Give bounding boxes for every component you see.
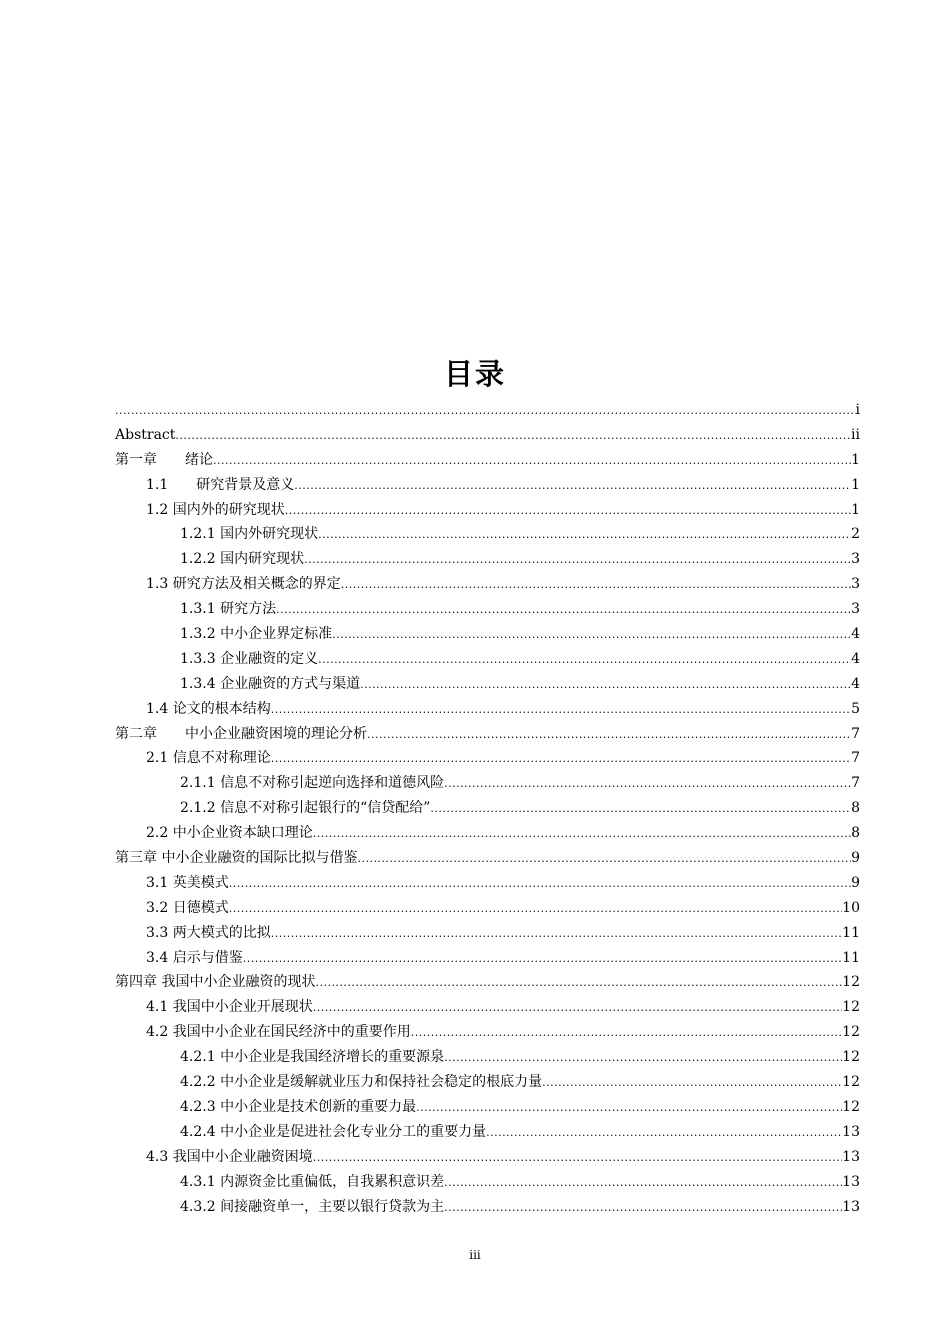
toc-entry-title: 第三章 中小企业融资的国际比拟与借鉴 [115,850,358,867]
toc-entry-page: 2 [851,526,860,543]
toc-entry-page: 1 [851,501,860,518]
toc-entry-page: 4 [851,626,860,643]
toc-entry-page: 13 [842,1173,860,1190]
toc-dot-leader [115,399,856,424]
toc-entry[interactable] [115,821,860,846]
toc-entry[interactable] [115,1020,860,1045]
toc-entry[interactable] [115,871,860,896]
toc-entry[interactable] [115,746,860,771]
toc-entry[interactable] [115,697,860,722]
toc-entry[interactable] [115,522,860,547]
toc-entry[interactable] [115,423,860,448]
toc-entry-page: 12 [842,1074,860,1091]
toc-dot-leader [315,971,842,996]
toc-entry-page: 4 [851,650,860,667]
toc-entry[interactable] [115,448,860,473]
toc-entry[interactable] [115,647,860,672]
toc-entry-title: 第一章 绪论 [115,451,213,468]
toc-entry-title: Abstract [115,426,176,443]
toc-dot-leader [285,499,851,524]
toc-entry-page: 4 [851,675,860,692]
toc-entry-page: 11 [842,924,860,941]
toc-entry-page: 5 [851,700,860,717]
toc-entry-title: 1.2.1 国内外研究现状 [180,526,319,543]
toc-entry-page: ii [851,426,860,443]
toc-dot-leader [542,1071,842,1096]
toc-entry-page: 13 [842,1198,860,1215]
toc-entry-title: 1.2.2 国内研究现状 [180,551,305,568]
toc-entry[interactable] [115,672,860,697]
table-of-contents [115,398,860,1219]
toc-entry-page: 13 [842,1148,860,1165]
toc-entry-page: 8 [851,800,860,817]
toc-entry-title: 4.3.2 间接融资单一，主要以银行贷款为主 [180,1198,445,1215]
toc-dot-leader [444,1046,842,1071]
toc-entry[interactable] [115,547,860,572]
toc-dot-leader [411,1021,842,1046]
toc-dot-leader [213,449,851,474]
toc-entry-title: 4.2.4 中小企业是促进社会化专业分工的重要力量 [180,1123,487,1140]
toc-entry-title: 1.2 国内外的研究现状 [146,501,285,518]
toc-entry[interactable] [115,622,860,647]
toc-entry-title: 1.3.2 中小企业界定标准 [180,626,333,643]
toc-entry-title: 1.3.1 研究方法 [180,601,277,618]
toc-entry-page: 12 [842,1049,860,1066]
toc-entry[interactable] [115,498,860,523]
toc-entry-title: 4.2.1 中小企业是我国经济增长的重要源泉 [180,1049,445,1066]
toc-dot-leader [229,897,842,922]
toc-entry-page: 13 [842,1123,860,1140]
toc-entry-title: 4.2.3 中小企业是技术创新的重要力最 [180,1098,417,1115]
toc-entry[interactable] [115,1195,860,1220]
toc-entry[interactable] [115,1170,860,1195]
toc-entry[interactable] [115,896,860,921]
toc-dot-leader [416,1096,842,1121]
toc-entry-page: i [855,402,860,418]
toc-entry-title: 3.3 两大模式的比拟 [146,924,271,941]
toc-entry[interactable] [115,722,860,747]
toc-entry[interactable] [115,970,860,995]
toc-entry-title: 4.1 我国中小企业开展现状 [146,999,313,1016]
toc-dot-leader [318,648,851,673]
toc-entry-page: 3 [851,551,860,568]
toc-dot-leader [271,922,842,947]
toc-entry-page: 1 [851,476,860,493]
toc-entry[interactable] [115,921,860,946]
toc-entry-page: 1 [851,451,860,468]
toc-dot-leader [430,797,851,822]
toc-entry[interactable] [115,846,860,871]
toc-entry-page: 12 [842,1098,860,1115]
toc-dot-leader [229,872,851,897]
toc-dot-leader [486,1121,842,1146]
toc-entry-title: 1.3.3 企业融资的定义 [180,650,319,667]
toc-title: 目录 [443,357,506,391]
toc-entry-title: 2.1 信息不对称理论 [146,750,271,767]
toc-dot-leader [276,598,851,623]
toc-entry-page: 7 [851,750,860,767]
toc-entry-title: 1.3.4 企业融资的方式与渠道 [180,675,361,692]
toc-dot-leader [332,623,851,648]
toc-dot-leader [444,1171,842,1196]
toc-dot-leader [304,548,851,573]
toc-dot-leader [444,772,851,797]
toc-entry-page: 12 [842,974,860,991]
toc-dot-leader [243,947,842,972]
toc-entry-page: 11 [842,949,860,966]
toc-dot-leader [318,523,851,548]
toc-entry-title: 1.3 研究方法及相关概念的界定 [146,576,341,593]
toc-entry-title: 3.1 英美模式 [146,874,229,891]
toc-dot-leader [313,1146,842,1171]
toc-entry-page: 7 [851,725,860,742]
toc-entry[interactable] [115,1120,860,1145]
toc-entry-title: 2.2 中小企业资本缺口理论 [146,825,313,842]
toc-entry-page: 9 [851,850,860,867]
toc-entry[interactable] [115,995,860,1020]
page-number: iii [469,1248,481,1262]
toc-dot-leader [360,673,851,698]
toc-entry-page: 12 [842,1024,860,1041]
toc-dot-leader [271,698,851,723]
toc-entry-page: 8 [851,825,860,842]
toc-entry-page: 7 [851,775,860,792]
toc-dot-leader [444,1196,842,1221]
toc-dot-leader [271,747,851,772]
toc-entry[interactable] [115,771,860,796]
toc-entry-page: 3 [851,576,860,593]
toc-entry-title: 1.4 论文的根本结构 [146,700,271,717]
toc-entry[interactable] [115,1095,860,1120]
toc-entry-title: 3.4 启示与借鉴 [146,949,243,966]
toc-entry[interactable] [115,796,860,821]
toc-entry-title: 第四章 我国中小企业融资的现状 [115,974,316,991]
toc-dot-leader [175,424,851,449]
toc-dot-leader [294,474,851,499]
toc-entry-title: 2.1.1 信息不对称引起逆向选择和道德风险 [180,775,445,792]
toc-entry[interactable] [115,398,860,423]
toc-entry-page: 9 [851,874,860,891]
toc-entry-title: 4.2 我国中小企业在国民经济中的重要作用 [146,1024,411,1041]
toc-dot-leader [313,996,842,1021]
toc-entry-title: 3.2 日德模式 [146,899,229,916]
toc-entry-title: 4.3.1 内源资金比重偏低，自我累积意识差 [180,1173,445,1190]
toc-entry[interactable] [115,1070,860,1095]
toc-entry-page: 12 [842,999,860,1016]
toc-entry[interactable] [115,1145,860,1170]
toc-entry-title: 4.2.2 中小企业是缓解就业压力和保持社会稳定的根底力量 [180,1074,543,1091]
toc-entry-title: 第二章 中小企业融资困境的理论分析 [115,725,367,742]
toc-dot-leader [313,822,851,847]
toc-entry-title: 4.3 我国中小企业融资困境 [146,1148,313,1165]
toc-dot-leader [367,723,851,748]
toc-dot-leader [357,847,851,872]
toc-entry-page: 10 [842,899,860,916]
toc-entry[interactable] [115,473,860,498]
toc-entry[interactable] [115,946,860,971]
toc-entry[interactable] [115,597,860,622]
toc-dot-leader [341,573,851,598]
toc-entry[interactable] [115,1045,860,1070]
toc-entry[interactable] [115,572,860,597]
toc-entry-page: 3 [851,601,860,618]
toc-entry-title: 2.1.2 信息不对称引起银行的“信贷配给” [180,800,431,817]
toc-entry-title: 1.1 研究背景及意义 [146,476,295,493]
